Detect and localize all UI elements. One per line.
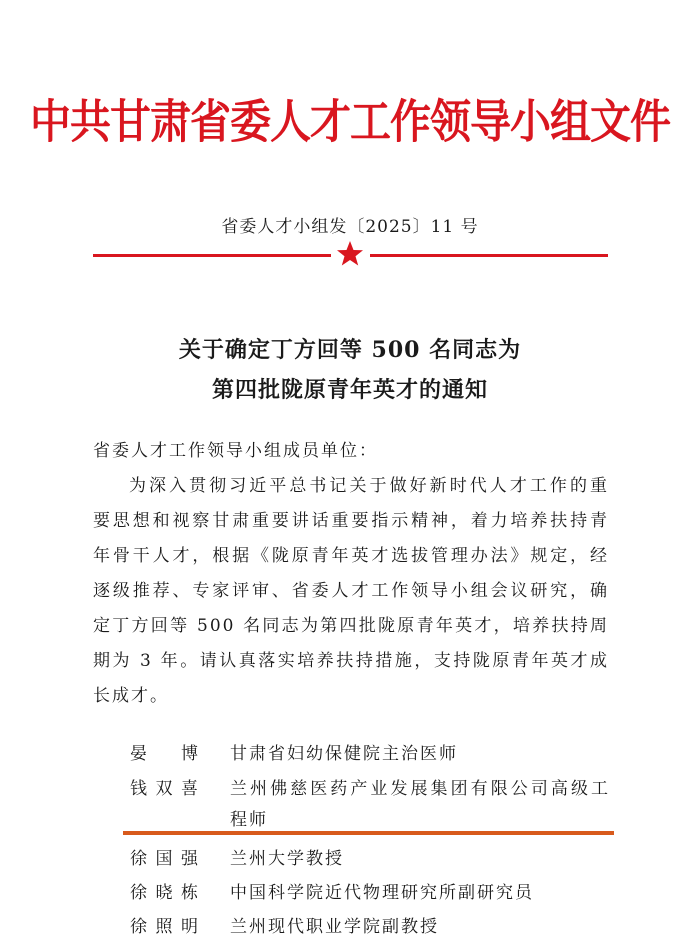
star-icon — [335, 239, 365, 269]
document-number: 省委人才小组发〔2025〕11 号 — [221, 217, 479, 237]
body-text-line: 为深入贯彻习近平总书记关于做好新时代人才工作的重 — [129, 476, 609, 496]
roster-title: 兰州大学教授 — [230, 849, 344, 869]
divider-line-right — [370, 254, 608, 257]
roster-title: 兰州现代职业学院副教授 — [230, 917, 439, 937]
divider-line-left — [93, 254, 331, 257]
roster-title: 甘肃省妇幼保健院主治医师 — [230, 744, 458, 764]
body-text-line: 定丁方回等 500 名同志为第四批陇原青年英才，培养扶持周 — [93, 616, 609, 636]
roster-name: 徐照明 — [130, 917, 200, 937]
body-text-line: 年骨干人才，根据《陇原青年英才选拔管理办法》规定，经 — [93, 546, 609, 566]
body-text-line: 期为 3 年。请认真落实培养扶持措施，支持陇原青年英才成 — [93, 651, 609, 671]
highlight-marker-bar — [123, 831, 614, 835]
roster-name: 徐晓栋 — [130, 883, 200, 903]
salutation: 省委人才工作领导小组成员单位： — [93, 441, 378, 461]
issuer-header: 中共甘肃省委人才工作领导小组文件 — [30, 95, 670, 149]
notice-title-line-1: 关于确定丁方回等 500 名同志为 — [178, 337, 522, 363]
roster-title: 兰州佛慈医药产业发展集团有限公司高级工 — [230, 779, 610, 799]
roster-title: 中国科学院近代物理研究所副研究员 — [230, 883, 534, 903]
body-text-line: 要思想和视察甘肃重要讲话重要指示精神，着力培养扶持青 — [93, 511, 609, 531]
roster-name: 徐国强 — [130, 849, 200, 869]
body-text-line: 逐级推荐、专家评审、省委人才工作领导小组会议研究，确 — [93, 581, 609, 601]
notice-title-line-2: 第四批陇原青年英才的通知 — [211, 377, 488, 403]
roster-name: 晏博 — [130, 744, 200, 764]
body-text-line: 长成才。 — [93, 686, 169, 706]
roster-title-continuation: 程师 — [230, 810, 268, 830]
roster-name: 钱双喜 — [130, 779, 200, 799]
